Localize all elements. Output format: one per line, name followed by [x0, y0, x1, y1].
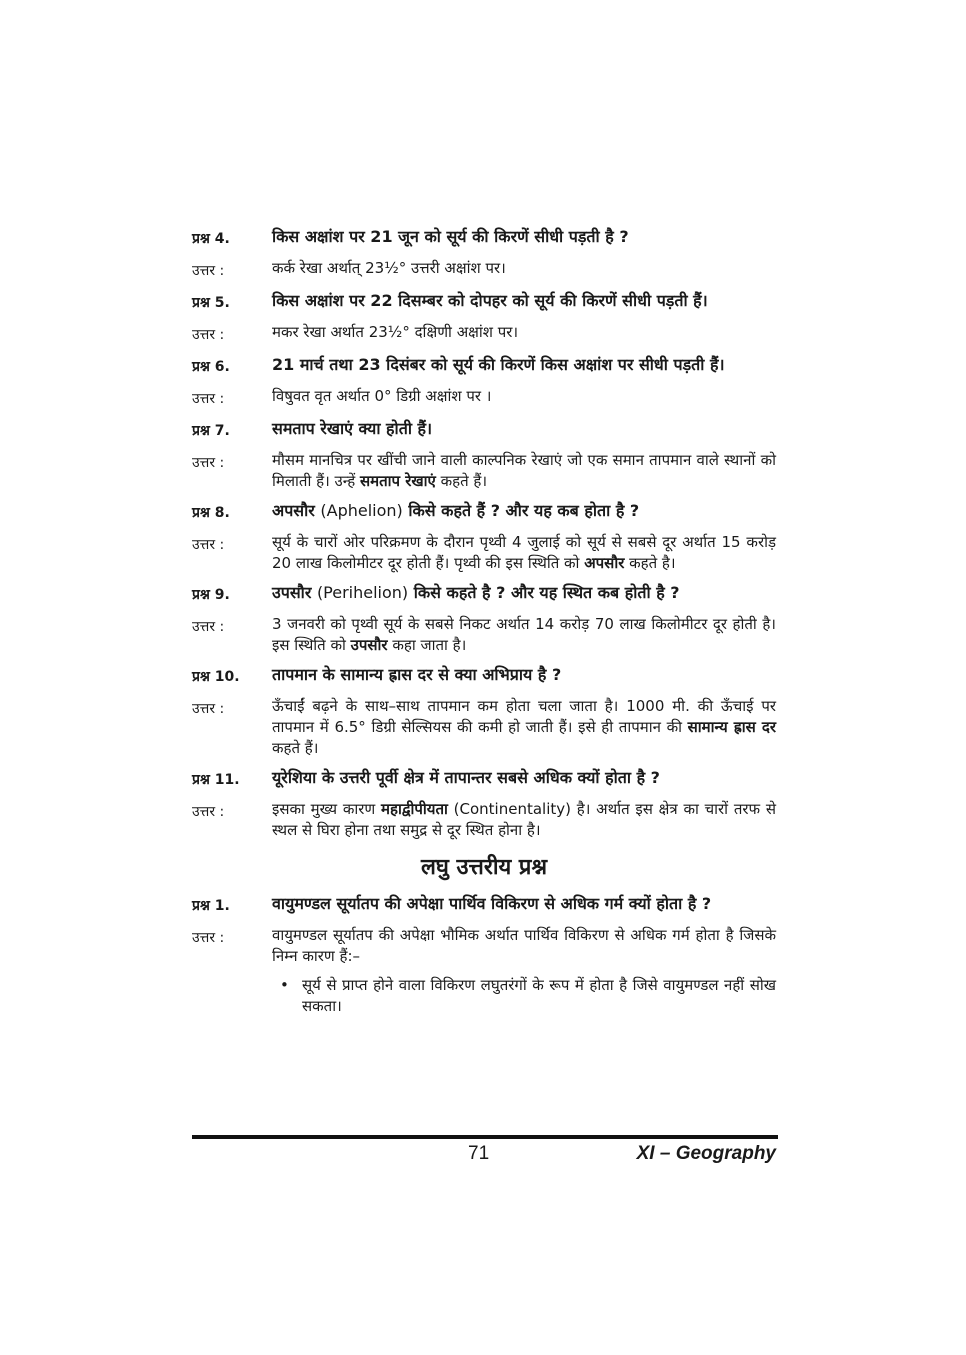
- question-text: वायुमण्डल सूर्यातप की अपेक्षा पार्थिव विकिरण से अधिक गर्म क्यों होता है ?: [272, 894, 712, 913]
- answer-text-pre: 3 जनवरी को पृथ्वी सूर्य के सबसे निकट अर्थात 14 करोड़ 70 लाख किलोमीटर दूर होती है। इस स्थिति को: [272, 615, 776, 654]
- answer-label: उत्तर :: [192, 619, 225, 635]
- answer-8: [192, 532, 776, 574]
- answer-text: वायुमण्डल सूर्यातप की अपेक्षा भौमिक अर्थात पार्थिव विकिरण से अधिक गर्म होता है जिसके निम्न कारण हैं:–: [272, 926, 776, 965]
- question-label: प्रश्न 8.: [192, 505, 230, 521]
- footer-rule: [192, 1135, 778, 1139]
- answer-text-pre: मौसम मानचित्र पर खींची जाने वाली काल्पनिक रेखाएं जो एक समान तापमान वाले स्थानों को मिलाती हैं। उन्हें: [272, 451, 776, 490]
- question-text-post: किसे कहते है ? और यह स्थित कब होती है ?: [408, 583, 680, 602]
- question-7: [192, 418, 776, 442]
- question-text: [272, 582, 776, 604]
- question-4: [192, 226, 776, 250]
- answer-text: विषुवत वृत अर्थात 0° डिग्री अक्षांश पर ।: [272, 387, 492, 405]
- answer-text: [272, 799, 776, 841]
- short-answer-1: [192, 925, 776, 967]
- question-text-pre: उपसौर: [272, 583, 317, 602]
- section-title: लघु उत्तरीय प्रश्न: [420, 855, 548, 880]
- qa-content: [192, 222, 776, 1017]
- question-10: [192, 664, 776, 688]
- question-text: समताप रेखाएं क्या होती हैं।: [272, 419, 433, 438]
- answer-term: अपसौर: [584, 554, 625, 572]
- answer-label: उत्तर :: [192, 327, 225, 343]
- answer-4: [192, 258, 776, 282]
- question-text: किस अक्षांश पर 21 जून को सूर्य की किरणें सीधी पड़ती है ?: [272, 227, 629, 246]
- answer-label: उत्तर :: [192, 701, 225, 717]
- answer-term: समताप रेखाएं: [359, 472, 436, 490]
- answer-7: [192, 450, 776, 492]
- question-label: प्रश्न 9.: [192, 587, 230, 603]
- answer-text-post: कहा जाता है।: [387, 636, 467, 654]
- bullet-item: [280, 975, 776, 1017]
- question-text: [272, 500, 776, 522]
- answer-5: [192, 322, 776, 346]
- answer-label: उत्तर :: [192, 263, 225, 279]
- answer-6: [192, 386, 776, 410]
- question-label: प्रश्न 10.: [192, 669, 240, 685]
- answer-label: उत्तर :: [192, 537, 225, 553]
- answer-term: उपसौर: [350, 636, 388, 654]
- question-11: [192, 767, 776, 791]
- question-term-english: (Aphelion): [320, 501, 403, 520]
- page-number: 71: [468, 1143, 490, 1164]
- question-label: प्रश्न 1.: [192, 898, 230, 914]
- question-label: प्रश्न 7.: [192, 423, 230, 439]
- answer-9: [192, 614, 776, 656]
- question-9: [192, 582, 776, 606]
- answer-text: [272, 696, 776, 759]
- question-text: 21 मार्च तथा 23 दिसंबर को सूर्य की किरणें किस अक्षांश पर सीधी पड़ती हैं।: [272, 355, 725, 374]
- question-text-pre: अपसौर: [272, 501, 321, 520]
- answer-label: उत्तर :: [192, 930, 225, 946]
- question-label: प्रश्न 5.: [192, 295, 230, 311]
- answer-text-post: कहते हैं।: [272, 739, 319, 757]
- answer-10: [192, 696, 776, 759]
- question-text: तापमान के सामान्य ह्रास दर से क्या अभिप्राय है ?: [272, 665, 562, 684]
- question-8: [192, 500, 776, 524]
- answer-text-post: कहते है।: [624, 554, 676, 572]
- answer-label: उत्तर :: [192, 804, 225, 820]
- answer-label: उत्तर :: [192, 391, 225, 407]
- question-label: प्रश्न 4.: [192, 231, 230, 247]
- answer-label: उत्तर :: [192, 455, 225, 471]
- question-text: किस अक्षांश पर 22 दिसम्बर को दोपहर को सूर्य की किरणें सीधी पड़ती हैं।: [272, 291, 708, 310]
- subject-label: XI – Geography: [636, 1143, 776, 1164]
- question-6: [192, 354, 776, 378]
- question-text-post: किसे कहते हैं ? और यह कब होता है ?: [402, 501, 640, 520]
- answer-term: सामान्य ह्रास दर: [687, 718, 776, 736]
- answer-text: मकर रेखा अर्थात 23½° दक्षिणी अक्षांश पर।: [272, 323, 519, 341]
- question-term-english: (Perihelion): [316, 583, 409, 602]
- answer-text: [272, 450, 776, 492]
- answer-text-pre: ऊँचाईं बढ़ने के साथ–साथ तापमान कम होता चला जाता है। 1000 मी. की ऊँचाई पर तापमान में 6.5° डिग्री सेल्सियस की कमी हो जाती हैं। इसे ही तापमान की: [272, 697, 776, 736]
- answer-text-post: कहते हैं।: [435, 472, 488, 490]
- answer-text-post: (Continentality) है। अर्थात इस क्षेत्र का चारों तरफ से स्थल से घिरा होना तथा समुद्र से दूर स्थित होना है।: [272, 800, 776, 839]
- bullet-text: सूर्य से प्राप्त होने वाला विकिरण लघुतरंगों के रूप में होता है जिसे वायुमण्डल नहीं सोख सकता।: [302, 976, 776, 1015]
- question-text: यूरेशिया के उत्तरी पूर्वी क्षेत्र में तापान्तर सबसे अधिक क्यों होता है ?: [272, 768, 660, 787]
- answer-11: [192, 799, 776, 841]
- answer-text-pre: इसका मुख्य कारण: [272, 800, 382, 818]
- question-5: [192, 290, 776, 314]
- answer-term: महाद्वीपीयता: [381, 800, 448, 818]
- bullet-dot: •: [280, 976, 289, 994]
- short-question-1: [192, 893, 776, 917]
- answer-text-pre: सूर्य के चारों ओर परिक्रमण के दौरान पृथ्वी 4 जुलाई को सूर्य से सबसे दूर अर्थात 15 करोड़ 20 लाख किलोमीटर दूर होती हैं। पृथ्वी की इस स्थिति को: [272, 533, 776, 572]
- answer-text: [272, 614, 776, 656]
- question-label: प्रश्न 11.: [192, 772, 240, 788]
- answer-text: कर्क रेखा अर्थात् 23½° उत्तरी अक्षांश पर।: [272, 259, 506, 277]
- answer-text: [272, 532, 776, 574]
- question-label: प्रश्न 6.: [192, 359, 230, 375]
